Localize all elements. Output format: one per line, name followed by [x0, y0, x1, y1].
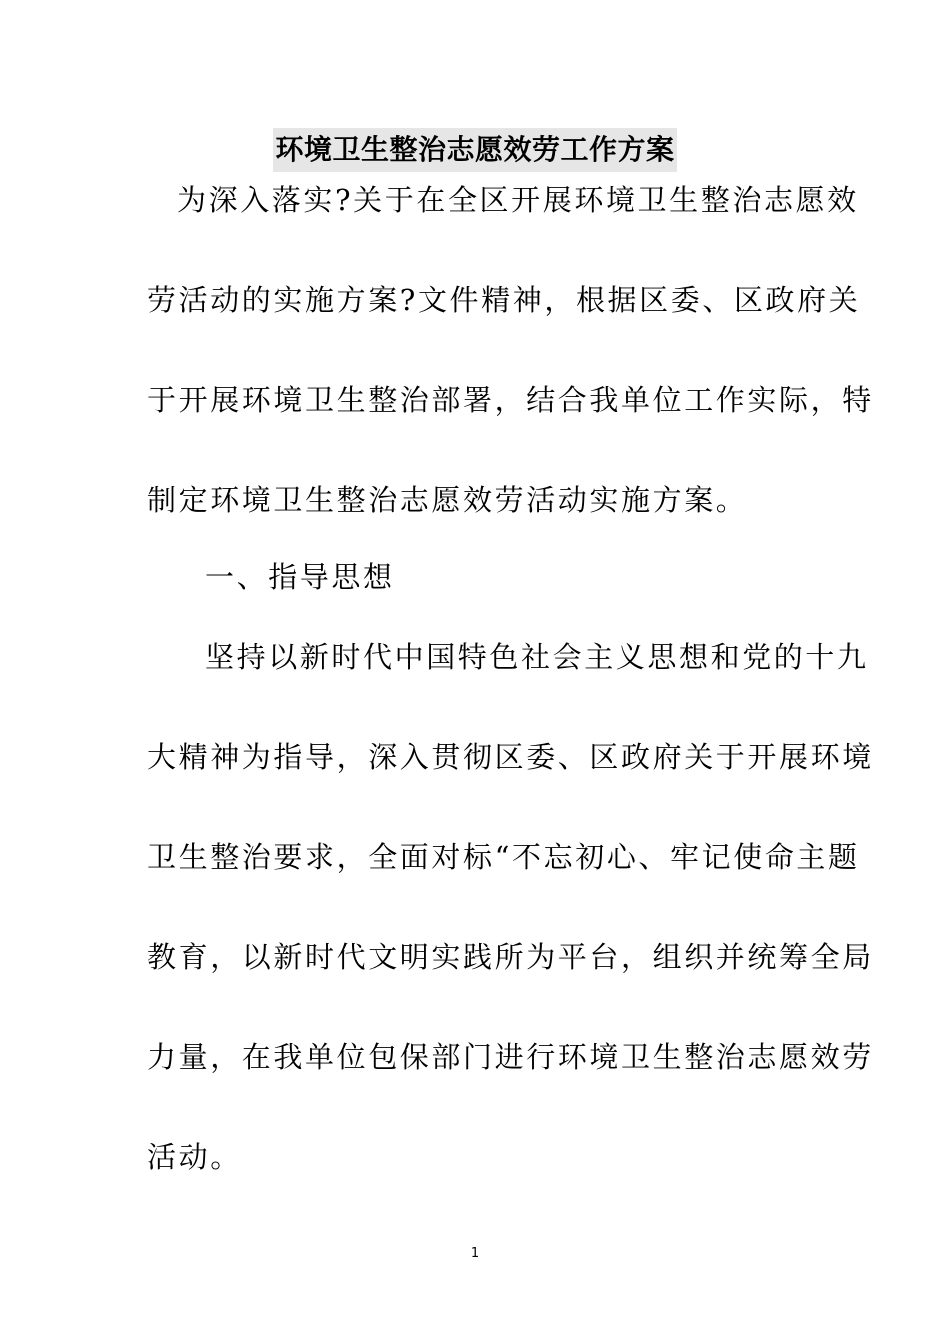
paragraph-line: 卫生整治要求，全面对标“不忘初心、牢记使命主题 [147, 840, 860, 874]
paragraph-line: 制定环境卫生整治志愿效劳活动实施方案。 [147, 483, 748, 517]
paragraph-line: 劳活动的实施方案?文件精神，根据区委、区政府关 [147, 283, 861, 317]
paragraph-line: 为深入落实?关于在全区开展环境卫生整治志愿效 [177, 183, 859, 217]
paragraph-line: 大精神为指导，深入贯彻区委、区政府关于开展环境 [147, 740, 874, 774]
page-title-text: 环境卫生整治志愿效劳工作方案 [273, 128, 676, 172]
paragraph-line: 活动。 [147, 1140, 242, 1174]
page-number: 1 [470, 1246, 480, 1261]
section-heading: 一、指导思想 [205, 560, 395, 594]
paragraph-line: 坚持以新时代中国特色社会主义思想和党的十九 [205, 640, 869, 674]
paragraph-line: 力量，在我单位包保部门进行环境卫生整治志愿效劳 [147, 1040, 874, 1074]
page-title [0, 128, 950, 176]
paragraph-line: 于开展环境卫生整治部署，结合我单位工作实际，特 [147, 383, 874, 417]
paragraph-line: 教育，以新时代文明实践所为平台，组织并统筹全局 [147, 940, 874, 974]
